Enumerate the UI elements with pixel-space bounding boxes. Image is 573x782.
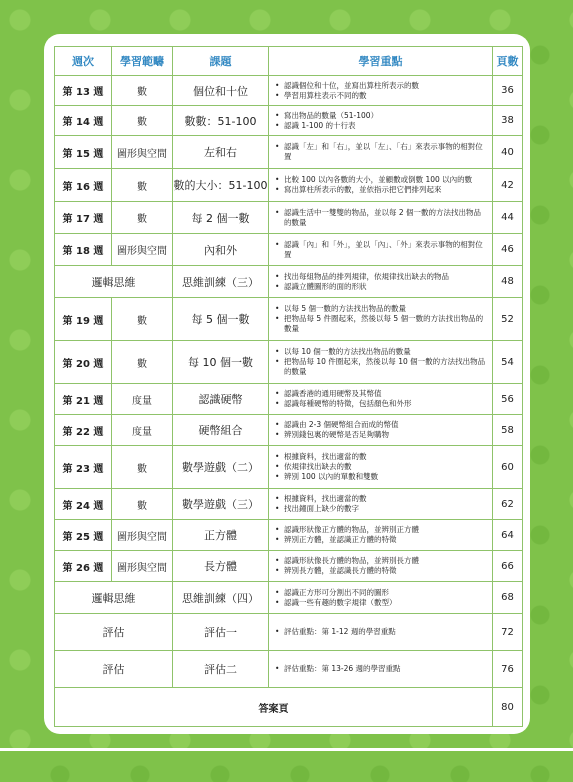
bottom-divider: [0, 748, 573, 751]
page-cell: 72: [493, 614, 523, 651]
page-cell: 36: [493, 76, 523, 106]
week-cell: 第 19 週: [55, 298, 112, 341]
area-cell: 數: [112, 446, 173, 489]
week-cell: 第 23 週: [55, 446, 112, 489]
table-row: [55, 614, 523, 651]
point-item: • 辨別正方體，並認識正方體的特徵: [275, 535, 488, 545]
topic-cell: 思維訓練（四）: [173, 582, 269, 614]
header-topic: 課題: [173, 47, 269, 76]
page-cell: 40: [493, 136, 523, 169]
section-label: 評估: [55, 651, 173, 688]
point-item: • 認識一些有趣的數字規律（數型）: [275, 598, 488, 608]
points-cell: [269, 415, 493, 446]
week-cell: 第 18 週: [55, 234, 112, 266]
week-cell: 第 13 週: [55, 76, 112, 106]
area-cell: 數: [112, 341, 173, 384]
points-cell: [269, 266, 493, 298]
table-row: [55, 651, 523, 688]
table-row: [55, 266, 523, 298]
topic-cell: 每 2 個一數: [173, 202, 269, 234]
points-cell: [269, 136, 493, 169]
answers-label: 答案頁: [55, 688, 493, 727]
area-cell: 度量: [112, 415, 173, 446]
page-cell: 62: [493, 489, 523, 520]
page-cell: 58: [493, 415, 523, 446]
answers-row: [55, 688, 523, 727]
area-cell: 圖形與空間: [112, 551, 173, 582]
contents-body: [55, 76, 523, 727]
topic-cell: 個位和十位: [173, 76, 269, 106]
point-item: • 認識每種硬幣的特徵，包括顏色和外形: [275, 399, 488, 409]
topic-cell: 評估二: [173, 651, 269, 688]
point-item: • 以每 10 個一數的方法找出物品的數量: [275, 347, 488, 357]
topic-cell: 正方體: [173, 520, 269, 551]
point-item: • 評估重點：第 1-12 週的學習重點: [275, 627, 488, 637]
area-cell: 數: [112, 298, 173, 341]
points-cell: [269, 298, 493, 341]
table-row: [55, 106, 523, 136]
table-row: [55, 136, 523, 169]
point-item: • 寫出物品的數量（51-100）: [275, 111, 488, 121]
point-item: • 認識「左」和「右」，並以「左」、「右」來表示事物的相對位置: [275, 142, 488, 162]
week-cell: 第 22 週: [55, 415, 112, 446]
point-item: • 辨別 100 以內的單數和雙數: [275, 472, 488, 482]
topic-cell: 數學遊戲（二）: [173, 446, 269, 489]
week-cell: 第 14 週: [55, 106, 112, 136]
area-cell: 數: [112, 202, 173, 234]
table-row: [55, 202, 523, 234]
point-item: • 認識「內」和「外」，並以「內」、「外」來表示事物的相對位置: [275, 240, 488, 260]
table-row: [55, 234, 523, 266]
points-cell: [269, 169, 493, 202]
page-cell: 48: [493, 266, 523, 298]
page-cell: 68: [493, 582, 523, 614]
page-cell: 56: [493, 384, 523, 415]
point-item: • 辨別錢包裏的硬幣是否足夠購物: [275, 430, 488, 440]
week-cell: 第 25 週: [55, 520, 112, 551]
table-row: [55, 415, 523, 446]
area-cell: 數: [112, 106, 173, 136]
week-cell: 第 26 週: [55, 551, 112, 582]
table-row: [55, 384, 523, 415]
point-item: • 把物品每 5 件圈起來，然後以每 5 個一數的方法找出物品的數量: [275, 314, 488, 334]
point-item: • 認識立體圖形的面的形狀: [275, 282, 488, 292]
table-row: [55, 489, 523, 520]
answers-page: 80: [493, 688, 523, 727]
topic-cell: 每 10 個一數: [173, 341, 269, 384]
point-item: • 根據資料，找出適當的數: [275, 494, 488, 504]
topic-cell: 硬幣組合: [173, 415, 269, 446]
area-cell: 圖形與空間: [112, 234, 173, 266]
page-cell: 54: [493, 341, 523, 384]
point-item: • 認識生活中一雙雙的物品，並以每 2 個一數的方法找出物品的數量: [275, 208, 488, 228]
table-row: [55, 76, 523, 106]
header-points: 學習重點: [269, 47, 493, 76]
page-cell: 44: [493, 202, 523, 234]
header-week: 週次: [55, 47, 112, 76]
contents-card: [44, 34, 530, 734]
area-cell: 圖形與空間: [112, 136, 173, 169]
topic-cell: 評估一: [173, 614, 269, 651]
area-cell: 數: [112, 76, 173, 106]
week-cell: 第 20 週: [55, 341, 112, 384]
week-cell: 第 15 週: [55, 136, 112, 169]
point-item: • 依規律找出缺去的數: [275, 462, 488, 472]
point-item: • 找出每組物品的排列規律，依規律找出缺去的物品: [275, 272, 488, 282]
area-cell: 度量: [112, 384, 173, 415]
week-cell: 第 21 週: [55, 384, 112, 415]
point-item: • 認識 1-100 的十行表: [275, 121, 488, 131]
header-row: [55, 47, 523, 76]
point-item: • 認識香港的通用硬幣及其幣值: [275, 389, 488, 399]
page-cell: 66: [493, 551, 523, 582]
contents-table: [54, 46, 523, 727]
topic-cell: 思維訓練（三）: [173, 266, 269, 298]
page-cell: 52: [493, 298, 523, 341]
topic-cell: 長方體: [173, 551, 269, 582]
points-cell: [269, 614, 493, 651]
point-item: • 把物品每 10 件圈起來，然後以每 10 個一數的方法找出物品的數量: [275, 357, 488, 377]
week-cell: 第 17 週: [55, 202, 112, 234]
table-row: [55, 169, 523, 202]
point-item: • 認識由 2-3 個硬幣組合而成的幣值: [275, 420, 488, 430]
points-cell: [269, 202, 493, 234]
point-item: • 辨別長方體，並認識長方體的特徵: [275, 566, 488, 576]
page-cell: 76: [493, 651, 523, 688]
point-item: • 找出鐘面上缺少的數字: [275, 504, 488, 514]
point-item: • 根據資料，找出適當的數: [275, 452, 488, 462]
points-cell: [269, 446, 493, 489]
topic-cell: 左和右: [173, 136, 269, 169]
topic-cell: 內和外: [173, 234, 269, 266]
table-row: [55, 520, 523, 551]
section-label: 邏輯思維: [55, 582, 173, 614]
points-cell: [269, 384, 493, 415]
points-cell: [269, 341, 493, 384]
point-item: • 認識形狀像長方體的物品，並辨別長方體: [275, 556, 488, 566]
topic-cell: 每 5 個一數: [173, 298, 269, 341]
area-cell: 圖形與空間: [112, 520, 173, 551]
point-item: • 認識個位和十位，並寫出算柱所表示的數: [275, 81, 488, 91]
header-page: 頁數: [493, 47, 523, 76]
topic-cell: 數數：51-100: [173, 106, 269, 136]
points-cell: [269, 551, 493, 582]
points-cell: [269, 489, 493, 520]
table-row: [55, 446, 523, 489]
point-item: • 寫出算柱所表示的數，並依指示把它們排列起來: [275, 185, 488, 195]
area-cell: 數: [112, 169, 173, 202]
point-item: • 認識正方形可分割出不同的圖形: [275, 588, 488, 598]
points-cell: [269, 582, 493, 614]
points-cell: [269, 520, 493, 551]
point-item: • 學習用算柱表示不同的數: [275, 91, 488, 101]
page-cell: 64: [493, 520, 523, 551]
table-row: [55, 551, 523, 582]
section-label: 邏輯思維: [55, 266, 173, 298]
table-row: [55, 341, 523, 384]
points-cell: [269, 234, 493, 266]
header-area: 學習範疇: [112, 47, 173, 76]
point-item: • 評估重點：第 13-26 週的學習重點: [275, 664, 488, 674]
week-cell: 第 16 週: [55, 169, 112, 202]
page-cell: 42: [493, 169, 523, 202]
section-label: 評估: [55, 614, 173, 651]
point-item: • 認識形狀像正方體的物品，並辨別正方體: [275, 525, 488, 535]
point-item: • 以每 5 個一數的方法找出物品的數量: [275, 304, 488, 314]
page-cell: 38: [493, 106, 523, 136]
points-cell: [269, 651, 493, 688]
topic-cell: 認識硬幣: [173, 384, 269, 415]
point-item: • 比較 100 以內各數的大小，並顧數或倒數 100 以內的數: [275, 175, 488, 185]
topic-cell: 數的大小：51-100: [173, 169, 269, 202]
area-cell: 數: [112, 489, 173, 520]
topic-cell: 數學遊戲（三）: [173, 489, 269, 520]
page-cell: 46: [493, 234, 523, 266]
page-cell: 60: [493, 446, 523, 489]
table-row: [55, 582, 523, 614]
week-cell: 第 24 週: [55, 489, 112, 520]
points-cell: [269, 106, 493, 136]
points-cell: [269, 76, 493, 106]
table-row: [55, 298, 523, 341]
